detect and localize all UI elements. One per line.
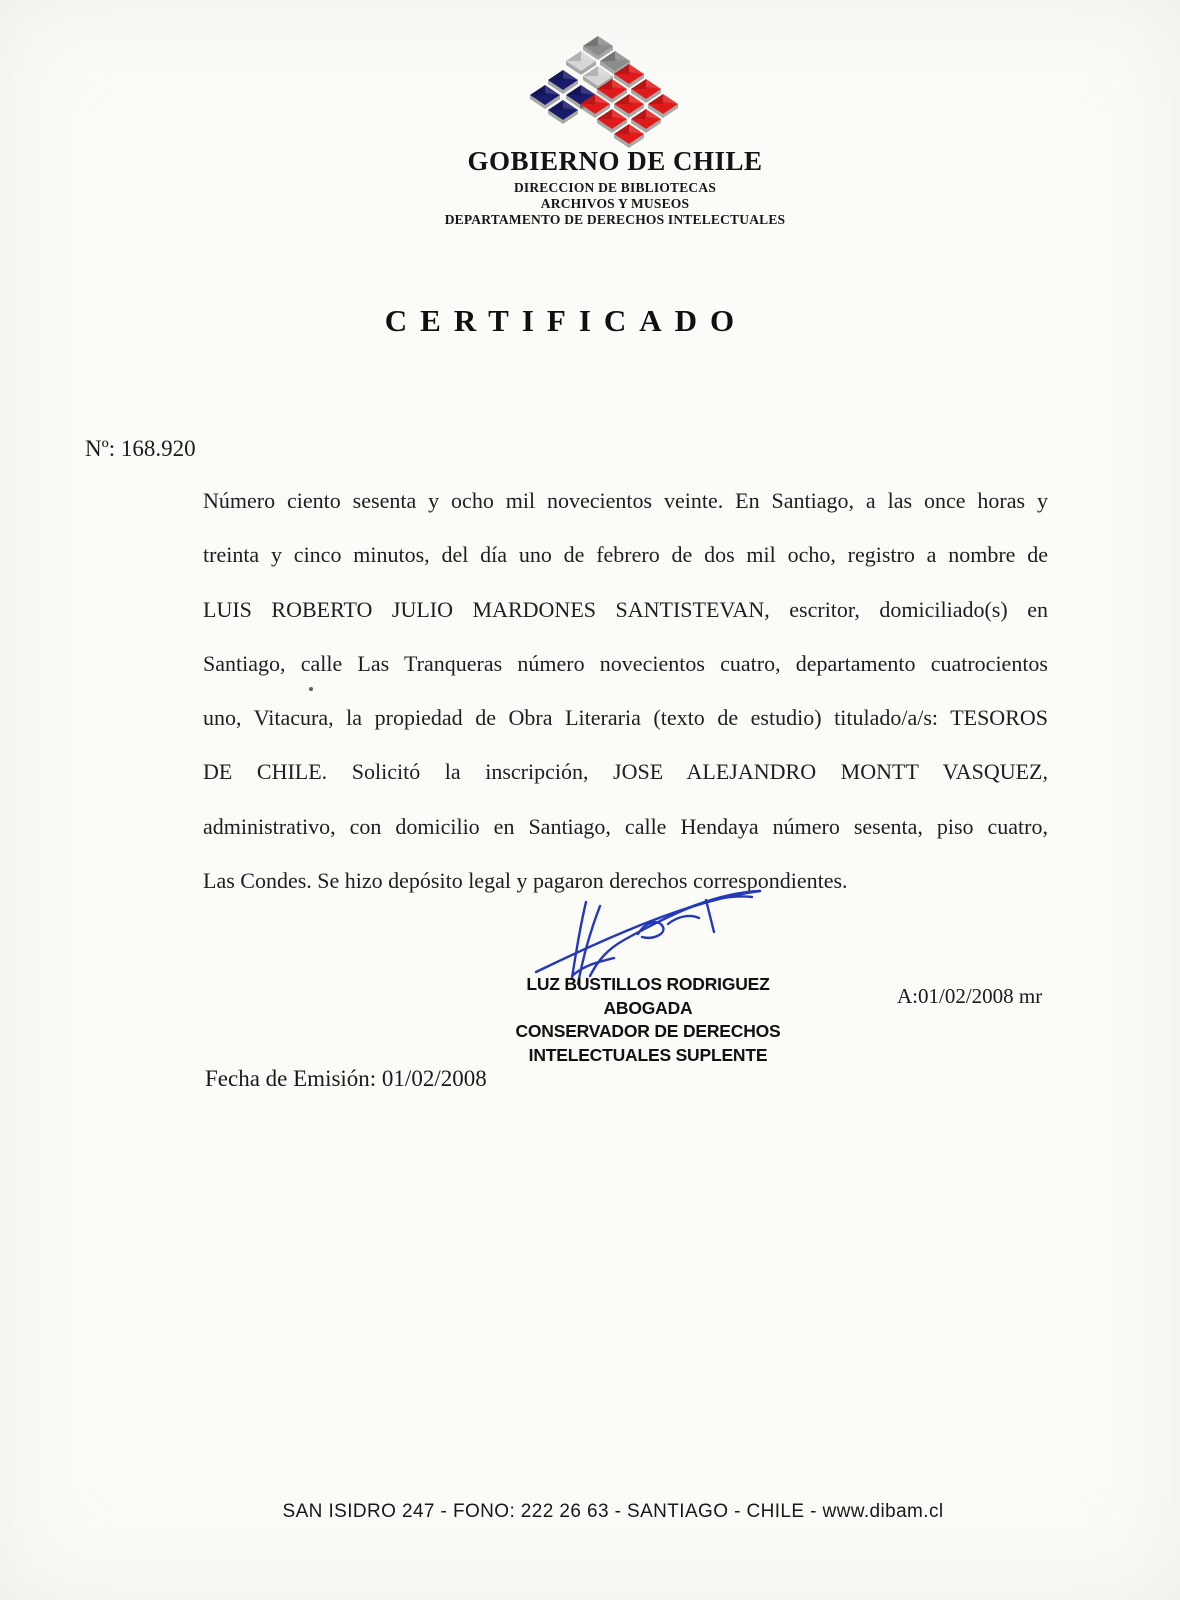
signer-name: LUZ BUSTILLOS RODRIGUEZ (526, 974, 770, 994)
body-line: uno, Vitacura, la propiedad de Obra Literaria (texto de estudio) titulado/a/s: TESOROS (203, 705, 1048, 731)
certificate-body (203, 474, 1048, 908)
department-header (30, 180, 1180, 228)
scan-artifact-dot (309, 687, 313, 691)
signer-title-line: ABOGADA (603, 997, 693, 1018)
signer-title-line: INTELECTUALES SUPLENTE (528, 1044, 768, 1065)
department-line: DEPARTAMENTO DE DERECHOS INTELECTUALES (444, 212, 786, 227)
body-line: Las Condes. Se hizo depósito legal y pagaron derechos correspondientes. (203, 868, 848, 894)
organization-name: GOBIERNO DE CHILE (467, 146, 763, 176)
gobierno-de-chile-logo (525, 32, 685, 154)
footer-address: SAN ISIDRO 247 - FONO: 222 26 63 - SANTIAGO - CHILE - www.dibam.cl (282, 1501, 944, 1522)
emission-date: Fecha de Emisión: 01/02/2008 (205, 1066, 487, 1091)
signature-block (448, 973, 848, 1067)
document-title: CERTIFICADO (384, 303, 748, 338)
handwritten-signature-ink (528, 870, 766, 990)
body-line: Número ciento sesenta y ocho mil novecientos veinte. En Santiago, a las once horas y (203, 488, 1048, 513)
certificate-number: Nº: 168.920 (85, 436, 196, 461)
body-line: LUIS ROBERTO JULIO MARDONES SANTISTEVAN, escritor, domiciliado(s) en (203, 596, 1048, 622)
registry-annotation: A:01/02/2008 mr (897, 984, 1043, 1008)
department-line: ARCHIVOS Y MUSEOS (540, 196, 690, 211)
body-line: administrativo, con domicilio en Santiago, calle Hendaya número sesenta, piso cuatro, (203, 813, 1048, 839)
body-line: DE CHILE. Solicitó la inscripción, JOSE ALEJANDRO MONTT VASQUEZ, (203, 759, 1048, 785)
department-line: DIRECCION DE BIBLIOTECAS (513, 180, 717, 195)
body-line: treinta y cinco minutos, del día uno de febrero de dos mil ocho, registro a nombre de (203, 542, 1048, 568)
signer-title-line: CONSERVADOR DE DERECHOS (515, 1021, 781, 1041)
body-line: Santiago, calle Las Tranqueras número novecientos cuatro, departamento cuatrocientos (203, 650, 1048, 676)
